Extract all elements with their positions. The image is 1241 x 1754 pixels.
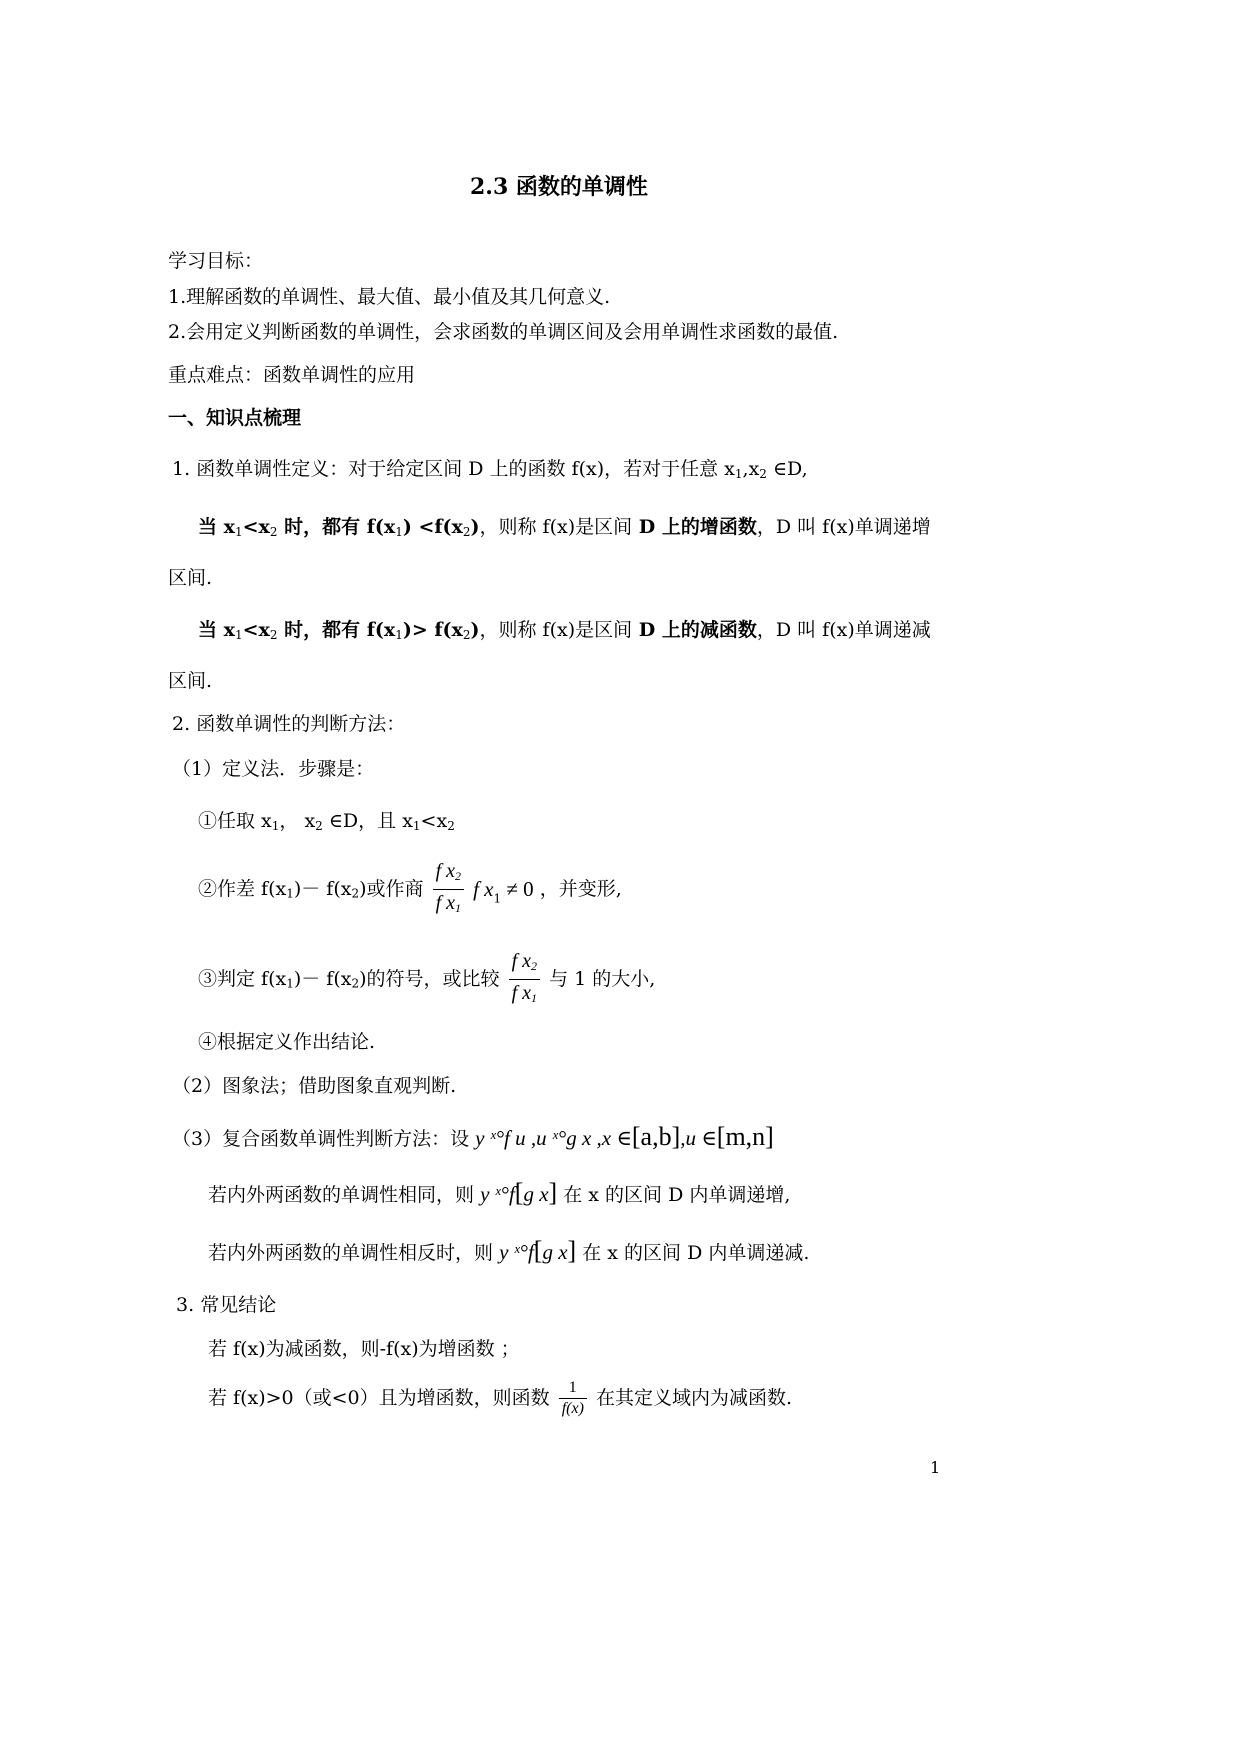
bold-text: ) <f(x xyxy=(402,516,463,538)
step-3: ③判定 $f(x_1)- f(x_2)$的符号，或比较 $\frac{f x_2}{f x_1}$ 与 1 的大小, xyxy=(198,948,655,1011)
bold-text: D 上的减函数 xyxy=(632,619,757,641)
conclusion-1: 若 f(x)为减函数，则-f(x)为增函数 ； xyxy=(208,1338,520,1360)
key-points: 重点难点：函数单调性的应用 xyxy=(168,364,416,386)
decreasing-definition: 当 $x_1<x_2$ 时，都有 $f(x_1)> f(x_2)$，则称 f(x)是区间 D 上的减函数，D 叫 f(x)单调递减 xyxy=(198,619,931,642)
common-heading: 3. 常见结论 xyxy=(176,1294,277,1316)
definition-intro: 函数单调性定义：对于给定区间 D 上的函数 f(x)，若对于任意 xyxy=(196,458,725,480)
composite-rule-opposite: 若内外两函数的单调性相反时，则 y ˣ°f[g x] 在 x 的区间 D 内单调递减. xyxy=(208,1236,810,1265)
bold-text: 时，都有 f(x xyxy=(277,516,396,538)
bold-text: ) xyxy=(470,516,480,538)
bold-text: <x xyxy=(242,516,270,538)
conclusion-2: 若 f(x)>0（或<0）且为增函数，则函数 $\frac{1}{f(x)}$ 在其定义域内为减函数. xyxy=(208,1379,792,1417)
bold-text: 当 x xyxy=(198,619,235,641)
bold-text: 当 x xyxy=(198,516,235,538)
step-2: ②作差 $f(x_1)- f(x_2)$或作商 $\frac{f x_2}{f x_1}$ f $x_1 \ne 0$ ，并变形, xyxy=(198,858,622,921)
in-d: ∈D, xyxy=(766,458,808,480)
method-graph: （2）图象法；借助图象直观判断. xyxy=(172,1075,457,1097)
decreasing-wrap: 区间. xyxy=(168,670,213,692)
plain-text: ，则称 f(x)是区间 xyxy=(479,516,633,538)
goal-1: 1.理解函数的单调性、最大值、最小值及其几何意义. xyxy=(168,286,611,308)
plain-text: ，D 叫 f(x)单调递减 xyxy=(756,619,931,641)
section-heading: 一、知识点梳理 xyxy=(168,407,302,429)
page-number: 1 xyxy=(930,1458,941,1477)
judge-heading xyxy=(172,715,405,734)
bold-text: )> f(x xyxy=(402,619,463,641)
plain-text: ，则称 f(x)是区间 xyxy=(479,619,633,641)
item-number: 2. xyxy=(172,713,191,735)
step-1: ①任取 $x_1$， $x_2$ ∈D，且 $x_1<x_2$ xyxy=(198,810,455,833)
increasing-definition: 当 $x_1<x_2$ 时，都有 $f(x_1) <f(x_2)$，则称 f(x)是区间 D 上的增函数，D 叫 f(x)单调递增 xyxy=(198,516,931,539)
compare-fraction: $\frac{f x_2}{f x_1}$ xyxy=(509,948,540,1011)
composite-rule-same: 若内外两函数的单调性相同，则 y ˣ°f[g x] 在 x 的区间 D 内单调递增, xyxy=(208,1178,791,1207)
bold-text: D 上的增函数 xyxy=(632,516,757,538)
page-title: 2.3 函数的单调性 xyxy=(470,174,648,200)
subscript: 1 xyxy=(734,467,743,481)
var-x: x xyxy=(748,458,760,480)
quotient-fraction: $\frac{f x_2}{f x_1}$ xyxy=(433,858,464,921)
definition-line xyxy=(172,460,808,480)
step-4: ④根据定义作出结论. xyxy=(198,1031,376,1053)
goals-label: 学习目标： xyxy=(168,250,264,272)
interval-mn: [m,n] xyxy=(716,1122,774,1151)
reciprocal-fraction: $\frac{1}{f(x)}$ xyxy=(559,1378,587,1419)
var-x: x xyxy=(724,458,735,480)
subscript: 2 xyxy=(759,467,767,481)
comma: , xyxy=(742,458,749,480)
bold-text: <x xyxy=(242,619,270,641)
method-definition: （1）定义法．步骤是： xyxy=(172,758,375,780)
increasing-wrap: 区间. xyxy=(168,567,213,589)
method-composite: （3）复合函数单调性判断方法：设 y ˣ°f u ,u ˣ°g x ,x ∈[a,b],u ∈[m,n] xyxy=(172,1122,774,1151)
composite-formula: y ˣ°f u ,u ˣ°g x ,x ∈ xyxy=(475,1126,632,1150)
interval-ab: [a,b] xyxy=(631,1122,681,1151)
judge-heading-text: 函数单调性的判断方法： xyxy=(196,713,406,735)
item-number: 1. xyxy=(172,458,191,480)
bold-text: ) xyxy=(470,619,480,641)
bold-text: 时，都有 f(x xyxy=(277,619,396,641)
goal-2: 2.会用定义判断函数的单调性，会求函数的单调区间及会用单调性求函数的最值. xyxy=(168,321,839,343)
plain-text: ，D 叫 f(x)单调递增 xyxy=(756,516,931,538)
